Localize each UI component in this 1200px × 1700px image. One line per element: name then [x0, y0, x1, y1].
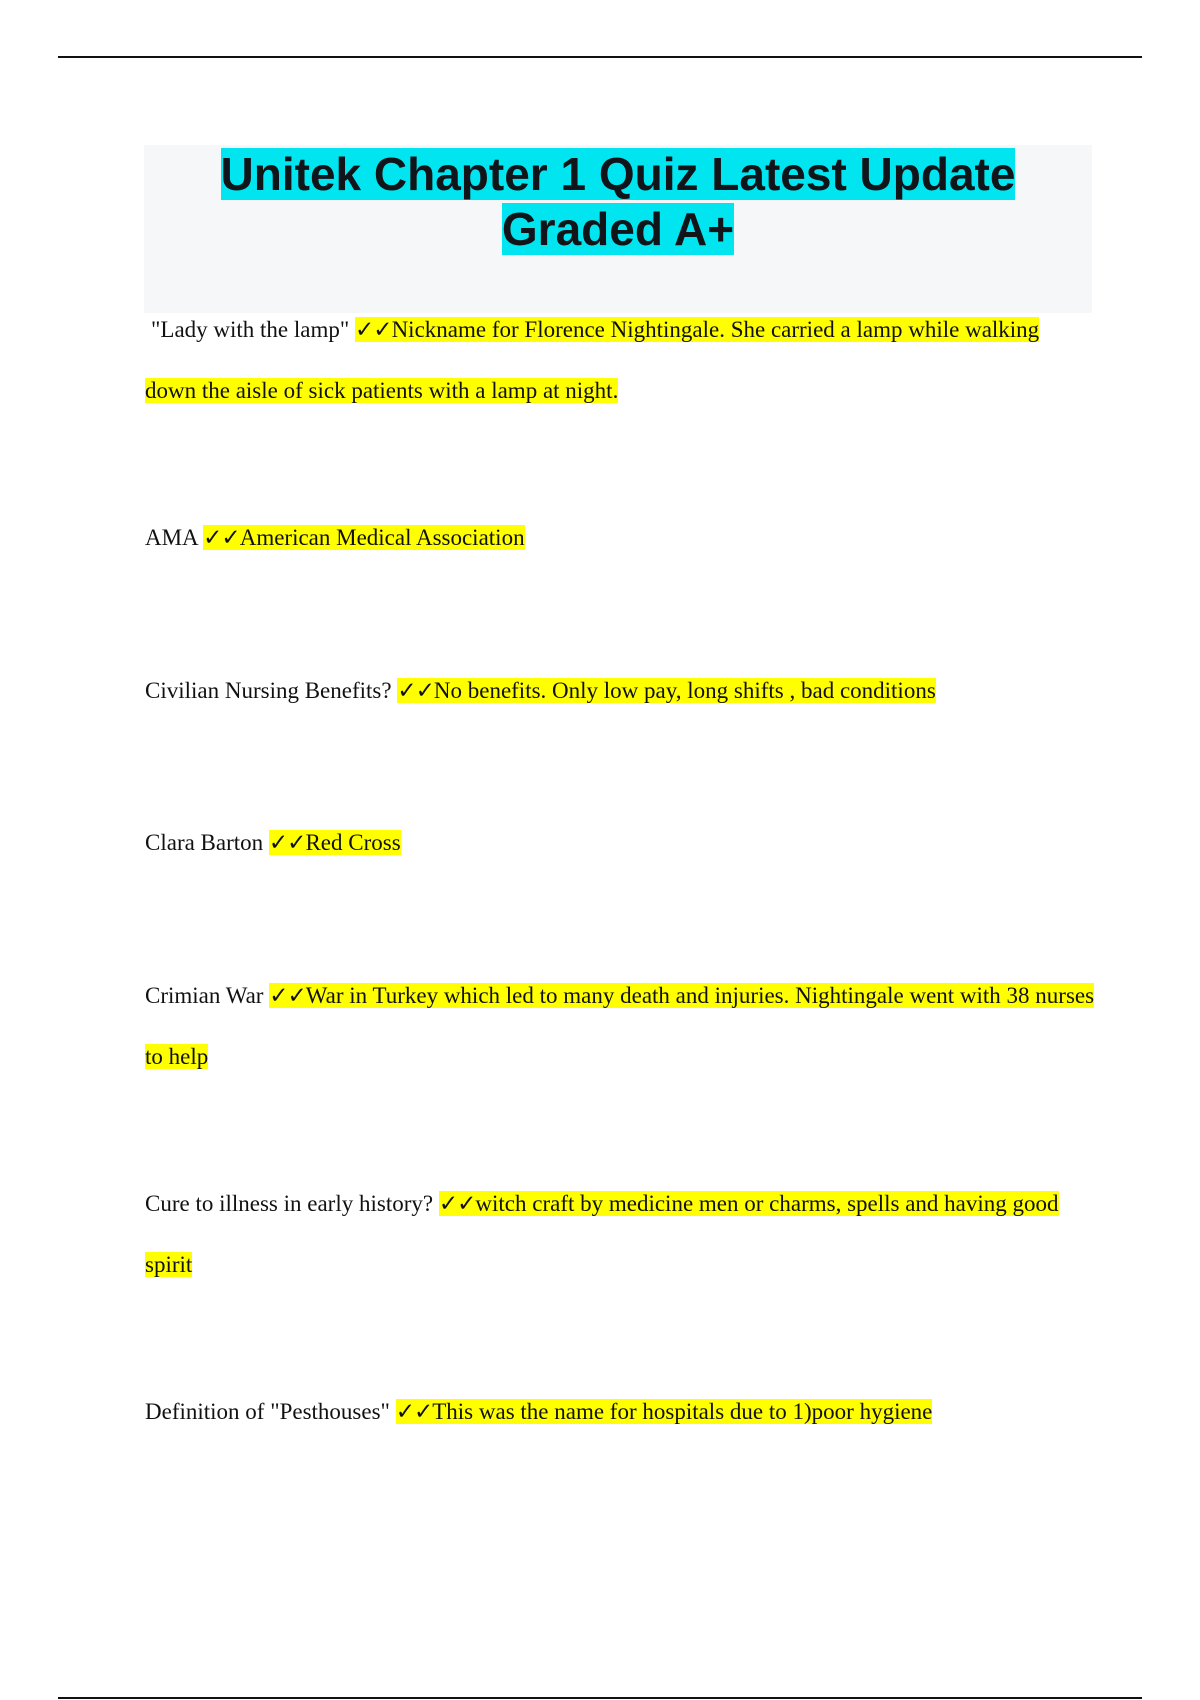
double-check-icon: ✓✓: [438, 1191, 476, 1216]
double-check-icon: ✓✓: [395, 1399, 433, 1424]
bottom-rule: [58, 1697, 1142, 1699]
entry-term: Definition of "Pesthouses": [145, 1399, 390, 1424]
entry-term: Cure to illness in early history?: [145, 1191, 434, 1216]
entry-answer: witch craft by medicine men or charms, spells and having good spirit: [145, 1191, 1059, 1277]
double-check-icon: ✓✓: [268, 830, 306, 855]
entry-answer: Red Cross: [305, 830, 401, 855]
entry-answer-highlight: [396, 1399, 933, 1424]
qa-entry-civilian-nursing-benefits: [145, 660, 1095, 721]
double-check-icon: ✓✓: [269, 983, 306, 1008]
double-check-icon: ✓✓: [397, 678, 434, 703]
entry-term: Crimian War: [145, 983, 264, 1008]
entry-term: AMA: [145, 525, 198, 550]
entry-answer-highlight: [203, 525, 524, 550]
qa-entry-lady-with-the-lamp: [145, 299, 1095, 421]
qa-entry-clara-barton: [145, 812, 1095, 873]
top-rule: [58, 56, 1142, 58]
entry-answer-highlight: [397, 678, 935, 703]
entry-answer: This was the name for hospitals due to 1)poor hygiene: [432, 1399, 933, 1424]
entry-term: "Lady with the lamp": [151, 317, 350, 342]
qa-entry-pesthouses: [145, 1381, 1095, 1442]
document-title: Unitek Chapter 1 Quiz Latest Update Graded A+: [220, 148, 1016, 255]
qa-entry-cure-to-illness: [145, 1173, 1095, 1295]
entry-answer: American Medical Association: [239, 525, 525, 550]
qa-entry-ama: [145, 507, 1095, 568]
title-box: [144, 145, 1092, 313]
entry-answer-highlight: [145, 983, 1094, 1069]
qa-entry-crimian-war: [145, 965, 1095, 1087]
entry-answer: Nickname for Florence Nightingale. She carried a lamp while walking down the aisle of sick patients with a lamp at night.: [145, 317, 1040, 403]
entry-answer: No benefits. Only low pay, long shifts , bad conditions: [433, 678, 936, 703]
entry-answer-highlight: [269, 830, 401, 855]
entry-answer: War in Turkey which led to many death and injuries. Nightingale went with 38 nurses to help: [145, 983, 1095, 1069]
double-check-icon: ✓✓: [355, 317, 392, 342]
double-check-icon: ✓✓: [203, 525, 240, 550]
entry-term: Civilian Nursing Benefits?: [145, 678, 392, 703]
entry-term: Clara Barton: [145, 830, 264, 855]
